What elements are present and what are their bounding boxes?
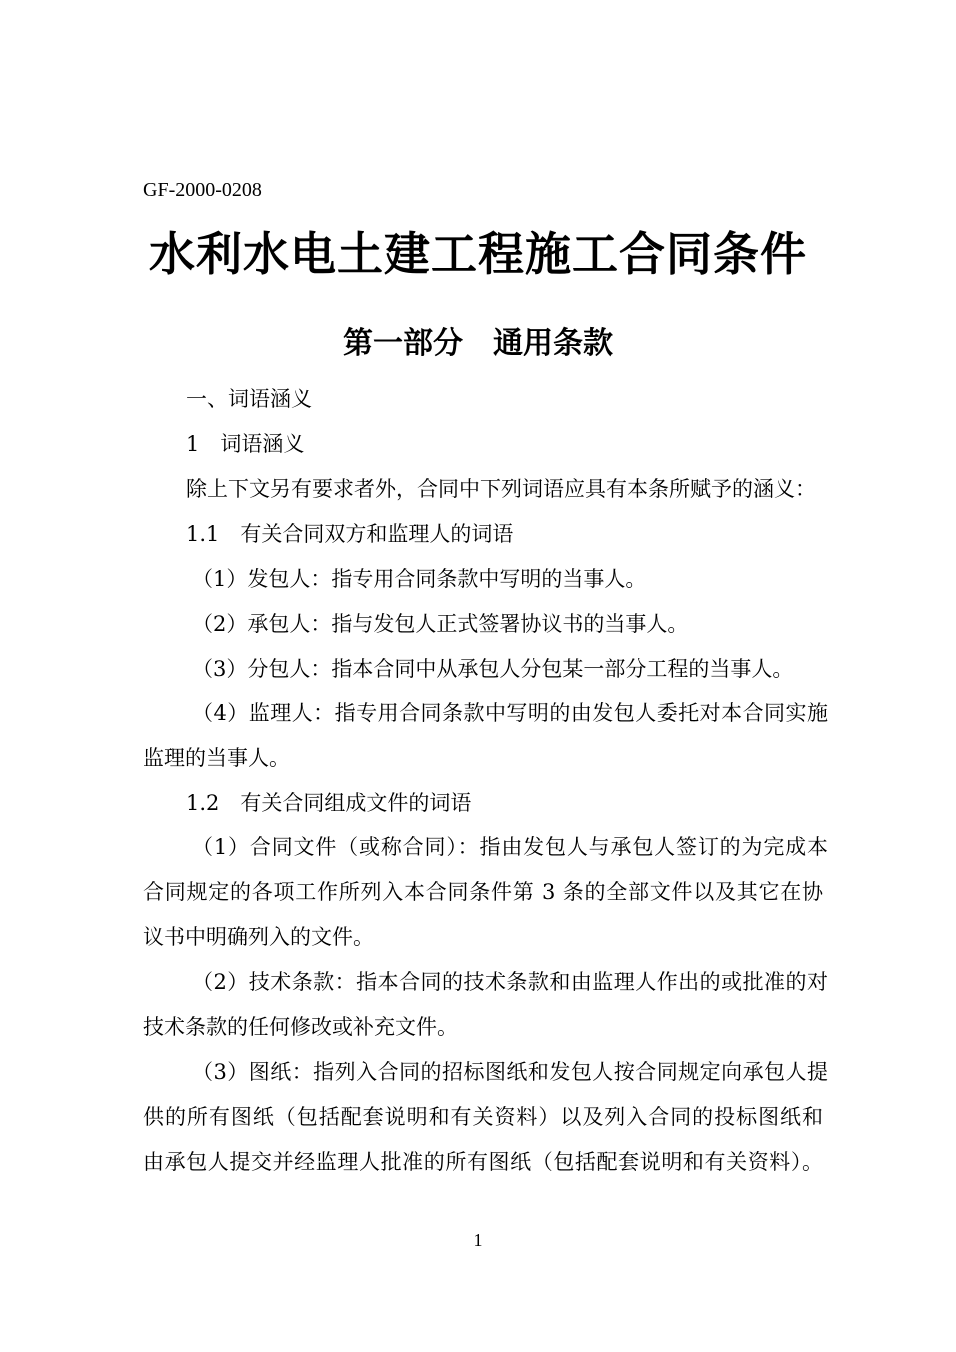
definition-item: （1）发包人：指专用合同条款中写明的当事人。 bbox=[192, 567, 647, 591]
document-code: GF-2000-0208 bbox=[143, 179, 262, 201]
definition-item: （4）监理人：指专用合同条款中写明的由发包人委托对本合同实施 bbox=[192, 701, 828, 725]
intro-paragraph: 除上下文另有要求者外，合同中下列词语应具有本条所赋予的涵义： bbox=[186, 477, 816, 501]
definition-item-continuation: 技术条款的任何修改或补充文件。 bbox=[143, 1015, 458, 1039]
section-heading: 一、词语涵义 bbox=[186, 387, 312, 411]
definition-item: （3）分包人：指本合同中从承包人分包某一部分工程的当事人。 bbox=[192, 657, 794, 681]
clause-heading: 1 词语涵义 bbox=[186, 432, 305, 456]
definition-item: （2）技术条款：指本合同的技术条款和由监理人作出的或批准的对 bbox=[192, 970, 828, 994]
definition-item: （2）承包人：指与发包人正式签署协议书的当事人。 bbox=[192, 612, 689, 636]
definition-item: （3）图纸：指列入合同的招标图纸和发包人按合同规定向承包人提 bbox=[192, 1060, 828, 1084]
definition-item-continuation: 监理的当事人。 bbox=[143, 746, 290, 770]
part-title: 第一部分 通用条款 bbox=[343, 326, 613, 361]
definition-item-continuation: 供的所有图纸（包括配套说明和有关资料）以及列入合同的投标图纸和 bbox=[143, 1105, 823, 1129]
definition-item-continuation: 议书中明确列入的文件。 bbox=[143, 925, 374, 949]
definition-item: （1）合同文件（或称合同）：指由发包人与承包人签订的为完成本 bbox=[192, 835, 828, 859]
definition-item-continuation: 合同规定的各项工作所列入本合同条件第 3 条的全部文件以及其它在协 bbox=[143, 880, 823, 904]
definition-item-continuation: 由承包人提交并经监理人批准的所有图纸（包括配套说明和有关资料）。 bbox=[143, 1150, 823, 1174]
clause-heading: 1.2 有关合同组成文件的词语 bbox=[186, 791, 472, 815]
document-title: 水利水电土建工程施工合同条件 bbox=[149, 227, 807, 281]
page-number: 1 bbox=[473, 1230, 483, 1250]
clause-heading: 1.1 有关合同双方和监理人的词语 bbox=[186, 522, 514, 546]
